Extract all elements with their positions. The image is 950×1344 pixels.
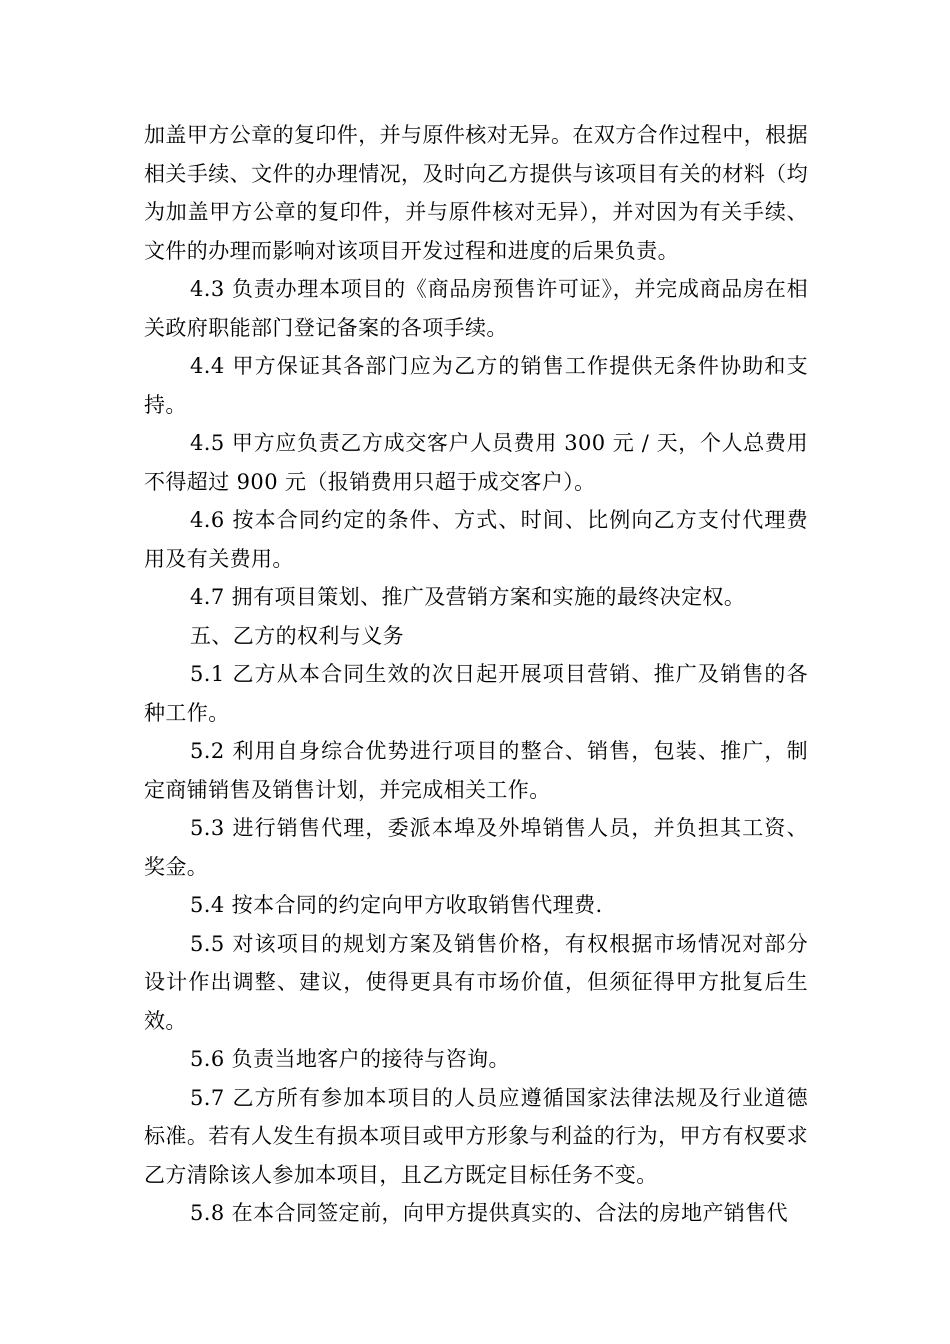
paragraph-4-5: 4.5 甲方应负责乙方成交客户人员费用 300 元 / 天，个人总费用不得超过 900 元（报销费用只超于成交客户）。 xyxy=(144,431,808,494)
paragraph-4-6: 4.6 按本合同约定的条件、方式、时间、比例向乙方支付代理费用及有关费用。 xyxy=(144,508,808,571)
paragraph-5-4: 5.4 按本合同的约定向甲方收取销售代理费. xyxy=(190,893,603,917)
section-heading-5: 五、乙方的权利与义务 xyxy=(190,623,404,648)
paragraph-continuation: 加盖甲方公章的复印件，并与原件核对无异。在双方合作过程中，根据相关手续、文件的办理情况，及时向乙方提供与该项目有关的材料（均为加盖甲方公章的复印件，并与原件核对无异），并对因为有关手续、文件的办理而影响对该项目开发过程和进度的后果负责。 xyxy=(144,123,808,263)
paragraph-5-3: 5.3 进行销售代理，委派本埠及外埠销售人员，并负担其工资、奖金。 xyxy=(144,816,808,879)
paragraph-4-4: 4.4 甲方保证其各部门应为乙方的销售工作提供无条件协助和支持。 xyxy=(144,354,808,417)
paragraph-4-3: 4.3 负责办理本项目的《商品房预售许可证》，并完成商品房在相关政府职能部门登记备案的各项手续。 xyxy=(144,277,808,340)
document-body xyxy=(144,116,808,1233)
paragraph-5-2: 5.2 利用自身综合优势进行项目的整合、销售，包装、推广，制定商铺销售及销售计划，并完成相关工作。 xyxy=(144,739,808,802)
paragraph-5-8: 5.8 在本合同签定前，向甲方提供真实的、合法的房地产销售代 xyxy=(190,1201,789,1225)
paragraph-5-5: 5.5 对该项目的规划方案及销售价格，有权根据市场情况对部分设计作出调整、建议，使得更具有市场价值，但须征得甲方批复后生效。 xyxy=(144,931,808,1033)
paragraph-5-6: 5.6 负责当地客户的接待与咨询。 xyxy=(190,1047,510,1071)
paragraph-5-7: 5.7 乙方所有参加本项目的人员应遵循国家法律法规及行业道德标准。若有人发生有损本项目或甲方形象与利益的行为，甲方有权要求乙方清除该人参加本项目，且乙方既定目标任务不变。 xyxy=(144,1085,808,1187)
paragraph-4-7: 4.7 拥有项目策划、推广及营销方案和实施的最终决定权。 xyxy=(190,585,746,609)
paragraph-5-1: 5.1 乙方从本合同生效的次日起开展项目营销、推广及销售的各种工作。 xyxy=(144,662,808,725)
